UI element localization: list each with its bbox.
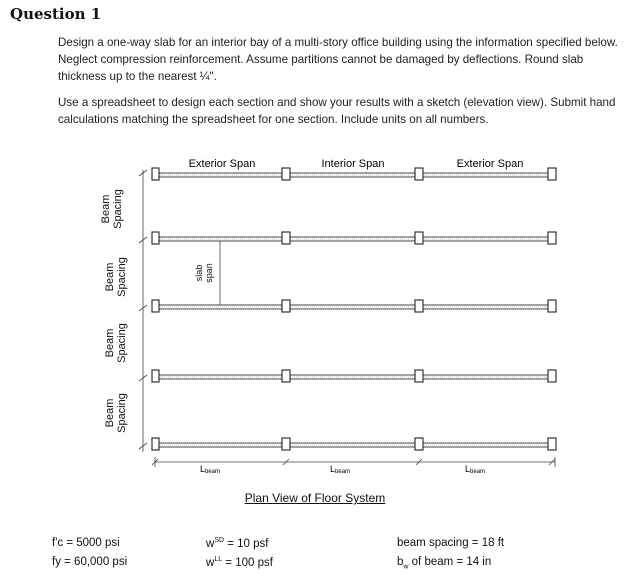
span-label-interior: Interior Span bbox=[321, 158, 385, 170]
slab-hatch bbox=[160, 175, 550, 445]
slab-span-label: slab span bbox=[194, 263, 214, 283]
live-load: $w^{LL} = 100$ psf bbox=[206, 556, 273, 569]
beam-web-width: $b_w$ of beam = 14 in bbox=[397, 556, 492, 571]
figure-caption: Plan View of Floor System bbox=[244, 491, 386, 505]
beam-spacing-label-4: Beam Spacing bbox=[104, 393, 128, 433]
beam-spacing-value: beam spacing = 18 ft bbox=[397, 537, 505, 549]
beam-spacing-label-2: Beam Spacing bbox=[104, 257, 128, 297]
submission-paragraph: Use a spreadsheet to design each section and show your results with a sketch (elevation view). Submit hand calculations matching the spreadsheet for one section. Include units on all numbers. bbox=[58, 96, 616, 126]
fy-value: fy = 60,000 psi bbox=[52, 556, 128, 568]
span-label-exterior-left: Exterior Span bbox=[188, 158, 256, 170]
superimposed-dead-load: $w^{SD} = 10$ psf bbox=[206, 537, 269, 550]
span-dimension bbox=[152, 457, 555, 467]
beam-spacing-label-1: Beam Spacing bbox=[100, 189, 124, 229]
lbeam-label-right: Lbeam bbox=[465, 464, 486, 475]
span-label-exterior-right: Exterior Span bbox=[456, 158, 524, 170]
beam-lines bbox=[155, 173, 555, 447]
question-title: Question 1 bbox=[10, 5, 102, 23]
lbeam-label-left: Lbeam bbox=[200, 464, 221, 475]
fc-value: f'c = 5000 psi bbox=[52, 537, 120, 549]
beam-spacing-dimension bbox=[139, 170, 147, 452]
instructions-paragraph: Design a one-way slab for an interior bay of a multi-story office building using the information specified below. Neglect compression reinforcement. Assume partitions cannot be damaged by deflections. Round slab thickness up to the nearest ¼". bbox=[58, 36, 618, 83]
lbeam-label-middle: Lbeam bbox=[330, 464, 351, 475]
beam-spacing-label-3: Beam Spacing bbox=[104, 323, 128, 363]
